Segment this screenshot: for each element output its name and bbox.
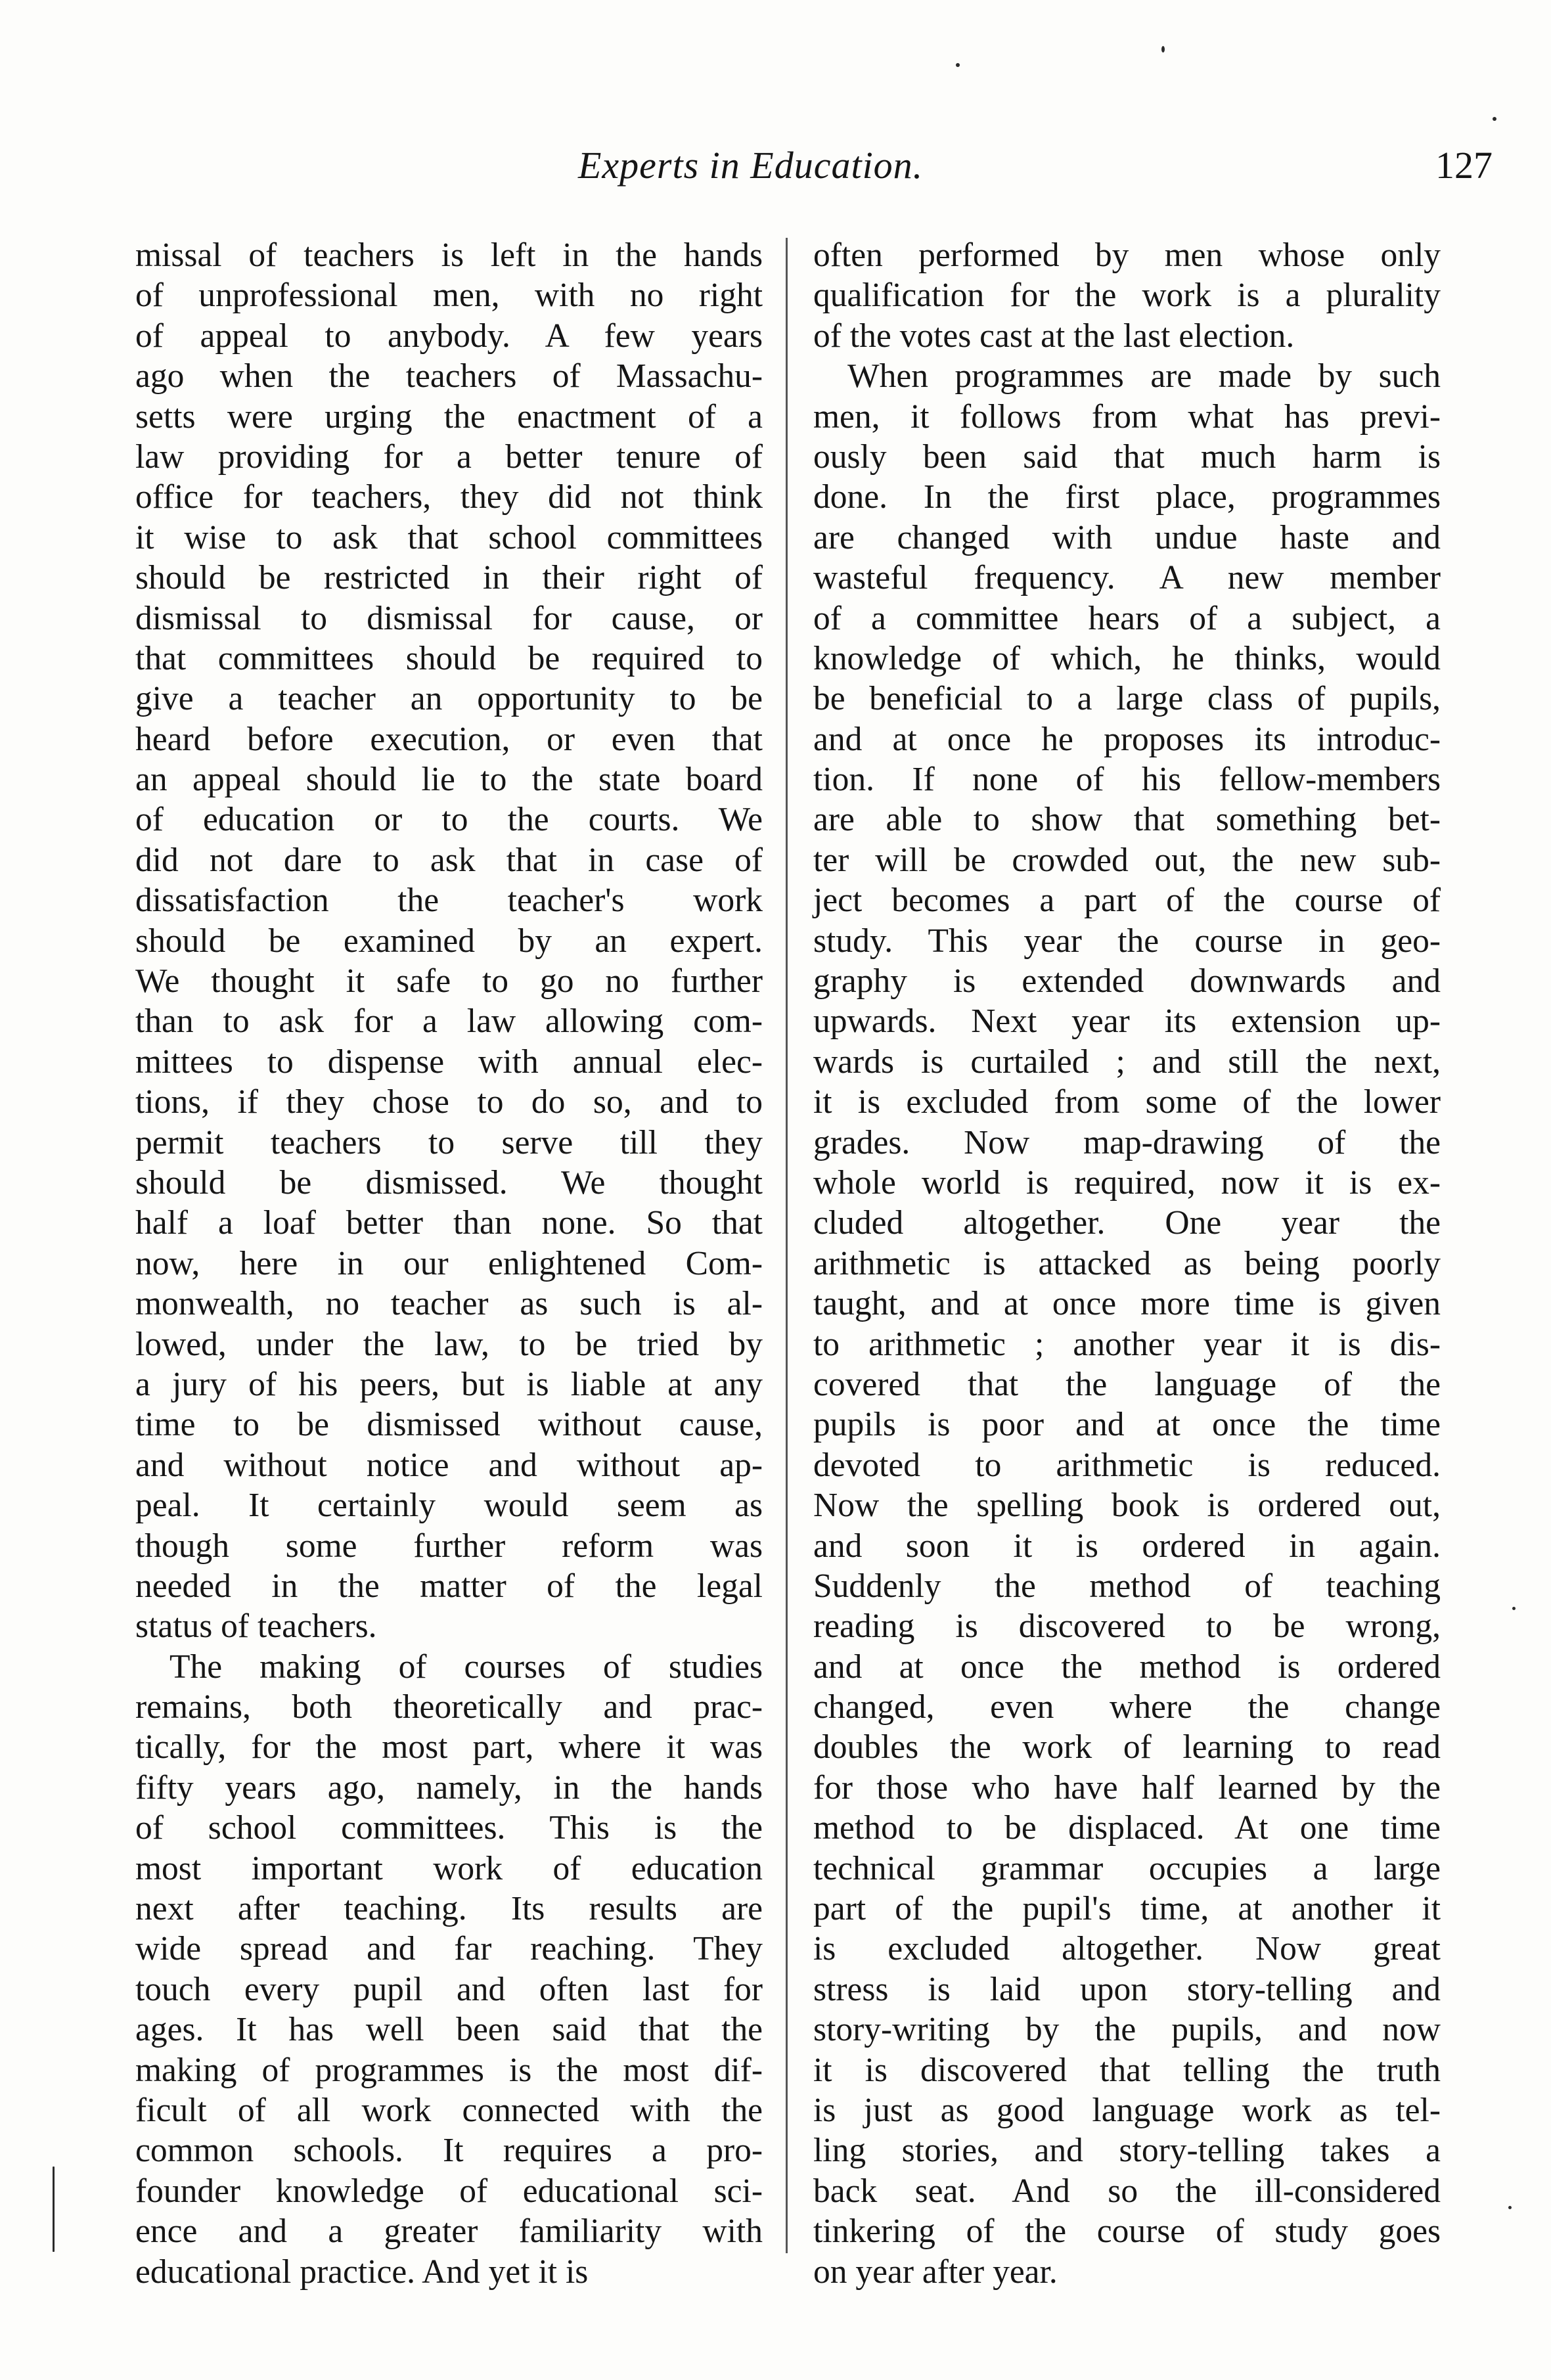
right-column-line: cluded altogether. One year the: [813, 1204, 1441, 1242]
left-column-line: now, here in our enlightened Com-: [135, 1244, 763, 1282]
left-column-line: of school committees. This is the: [135, 1809, 763, 1847]
right-column-line: ter will be crowded out, the new sub-: [813, 841, 1441, 879]
left-column-line: time to be dismissed without cause,: [135, 1406, 763, 1444]
left-column-line: permit teachers to serve till they: [135, 1123, 763, 1161]
left-column-line: educational practice. And yet it is: [135, 2253, 589, 2291]
right-column-line: pupils is poor and at once the time: [813, 1406, 1441, 1444]
left-column-line: did not dare to ask that in case of: [135, 841, 763, 879]
left-column-line: making of programmes is the most dif-: [135, 2051, 763, 2089]
right-column-line: qualification for the work is a plurality: [813, 277, 1441, 315]
right-column-line: on year after year.: [813, 2253, 1058, 2291]
right-column-line: method to be displaced. At one time: [813, 1809, 1441, 1847]
right-column-line: whole world is required, now it is ex-: [813, 1163, 1441, 1201]
right-column-line: graphy is extended downwards and: [813, 962, 1441, 1000]
left-column-line: give a teacher an opportunity to be: [135, 680, 763, 718]
left-text-column: [135, 235, 763, 2292]
left-column-line: law providing for a better tenure of: [135, 438, 763, 476]
right-column-line: covered that the language of the: [813, 1365, 1441, 1403]
right-column-line: it is discovered that telling the truth: [813, 2051, 1441, 2089]
right-column-line: reading is discovered to be wrong,: [813, 1607, 1441, 1646]
scan-speck: [1508, 2206, 1512, 2209]
left-column-line: ficult of all work connected with the: [135, 2091, 763, 2129]
left-column-line: ages. It has well been said that the: [135, 2011, 763, 2049]
right-column-line: to arithmetic ; another year it is dis-: [813, 1325, 1441, 1363]
right-column-line: it is excluded from some of the lower: [813, 1083, 1441, 1121]
right-text-column: [813, 235, 1441, 2292]
left-column-line: should be restricted in their right of: [135, 559, 763, 597]
right-column-line: devoted to arithmetic is reduced.: [813, 1446, 1441, 1484]
left-column-line: than to ask for a law allowing com-: [135, 1002, 763, 1041]
right-column-line: arithmetic is attacked as being poorly: [813, 1244, 1441, 1282]
right-column-line: of the votes cast at the last election.: [813, 317, 1295, 355]
right-column-line: story-writing by the pupils, and now: [813, 2011, 1441, 2049]
scan-speck: [53, 2167, 55, 2252]
left-column-line: monwealth, no teacher as such is al-: [135, 1285, 763, 1323]
left-column-line: should be examined by an expert.: [135, 922, 763, 960]
right-column-line: for those who have half learned by the: [813, 1768, 1441, 1807]
left-column-line: The making of courses of studies: [169, 1648, 763, 1686]
right-column-line: ously been said that much harm is: [813, 438, 1441, 476]
left-column-line: ence and a greater familiarity with: [135, 2212, 763, 2251]
scan-speck: [956, 63, 960, 67]
right-column-line: of a committee hears of a subject, a: [813, 599, 1441, 637]
left-column-line: next after teaching. Its results are: [135, 1890, 763, 1928]
right-column-line: and at once the method is ordered: [813, 1648, 1441, 1686]
right-column-line: upwards. Next year its extension up-: [813, 1002, 1441, 1041]
scan-speck: [1512, 1607, 1516, 1610]
page-number: 127: [1435, 144, 1493, 187]
right-column-line: ject becomes a part of the course of: [813, 882, 1441, 920]
left-column-line: touch every pupil and often last for: [135, 1970, 763, 2008]
left-column-line: needed in the matter of the legal: [135, 1567, 763, 1605]
left-column-line: tically, for the most part, where it was: [135, 1728, 763, 1766]
left-column-line: founder knowledge of educational sci-: [135, 2172, 763, 2210]
right-column-line: study. This year the course in geo-: [813, 922, 1441, 960]
left-column-line: mittees to dispense with annual elec-: [135, 1043, 763, 1081]
left-column-line: remains, both theoretically and prac-: [135, 1688, 763, 1726]
right-column-line: are changed with undue haste and: [813, 518, 1441, 556]
left-column-line: missal of teachers is left in the hands: [135, 236, 763, 274]
right-column-line: often performed by men whose only: [813, 236, 1441, 274]
right-column-line: is excluded altogether. Now great: [813, 1930, 1441, 1968]
right-column-line: Suddenly the method of teaching: [813, 1567, 1441, 1605]
right-column-line: wards is curtailed ; and still the next,: [813, 1043, 1441, 1081]
right-column-line: be beneficial to a large class of pupils,: [813, 680, 1441, 718]
left-column-line: dissatisfaction the teacher's work: [135, 882, 763, 920]
right-column-line: is just as good language work as tel-: [813, 2091, 1441, 2129]
scan-speck: [1493, 117, 1496, 121]
left-column-line: though some further reform was: [135, 1527, 763, 1565]
left-column-line: most important work of education: [135, 1849, 763, 1887]
right-column-line: taught, and at once more time is given: [813, 1285, 1441, 1323]
right-column-line: men, it follows from what has previ-: [813, 397, 1441, 436]
left-column-line: common schools. It requires a pro-: [135, 2132, 763, 2170]
left-column-line: We thought it safe to go no further: [135, 962, 763, 1000]
left-column-line: tions, if they chose to do so, and to: [135, 1083, 763, 1121]
right-column-line: stress is laid upon story-telling and: [813, 1970, 1441, 2008]
left-column-line: of appeal to anybody. A few years: [135, 317, 763, 355]
left-column-line: office for teachers, they did not think: [135, 478, 763, 516]
column-divider: [786, 238, 788, 2253]
left-column-line: of education or to the courts. We: [135, 801, 763, 839]
left-column-line: that committees should be required to: [135, 639, 763, 677]
left-column-line: fifty years ago, namely, in the hands: [135, 1768, 763, 1807]
right-column-line: and soon it is ordered in again.: [813, 1527, 1441, 1565]
running-title: Experts in Education.: [578, 144, 924, 187]
right-column-line: knowledge of which, he thinks, would: [813, 639, 1441, 677]
page-header: [0, 143, 1551, 202]
left-column-line: and without notice and without ap-: [135, 1446, 763, 1484]
left-column-line: status of teachers.: [135, 1607, 377, 1646]
left-column-line: half a loaf better than none. So that: [135, 1204, 763, 1242]
left-column-line: should be dismissed. We thought: [135, 1163, 763, 1201]
right-column-line: are able to show that something bet-: [813, 801, 1441, 839]
left-column-line: setts were urging the enactment of a: [135, 397, 763, 436]
left-column-line: of unprofessional men, with no right: [135, 277, 763, 315]
left-column-line: ago when the teachers of Massachu-: [135, 357, 763, 395]
right-column-line: done. In the first place, programmes: [813, 478, 1441, 516]
right-column-line: part of the pupil's time, at another it: [813, 1890, 1441, 1928]
right-column-line: technical grammar occupies a large: [813, 1849, 1441, 1887]
left-column-line: it wise to ask that school committees: [135, 518, 763, 556]
left-column-line: wide spread and far reaching. They: [135, 1930, 763, 1968]
right-column-line: wasteful frequency. A new member: [813, 559, 1441, 597]
left-column-line: an appeal should lie to the state board: [135, 761, 763, 799]
right-column-line: tion. If none of his fellow-members: [813, 761, 1441, 799]
right-column-line: When programmes are made by such: [847, 357, 1441, 395]
right-column-line: ling stories, and story-telling takes a: [813, 2132, 1441, 2170]
left-column-line: a jury of his peers, but is liable at any: [135, 1365, 763, 1403]
left-column-line: lowed, under the law, to be tried by: [135, 1325, 763, 1363]
left-column-line: peal. It certainly would seem as: [135, 1487, 763, 1525]
left-column-line: dismissal to dismissal for cause, or: [135, 599, 763, 637]
right-column-line: Now the spelling book is ordered out,: [813, 1487, 1441, 1525]
right-column-line: doubles the work of learning to read: [813, 1728, 1441, 1766]
scan-speck: [1161, 46, 1165, 53]
right-column-line: back seat. And so the ill-considered: [813, 2172, 1441, 2210]
left-column-line: heard before execution, or even that: [135, 720, 763, 758]
right-column-line: and at once he proposes its introduc-: [813, 720, 1441, 758]
right-column-line: tinkering of the course of study goes: [813, 2212, 1441, 2251]
right-column-line: changed, even where the change: [813, 1688, 1441, 1726]
right-column-line: grades. Now map-drawing of the: [813, 1123, 1441, 1161]
